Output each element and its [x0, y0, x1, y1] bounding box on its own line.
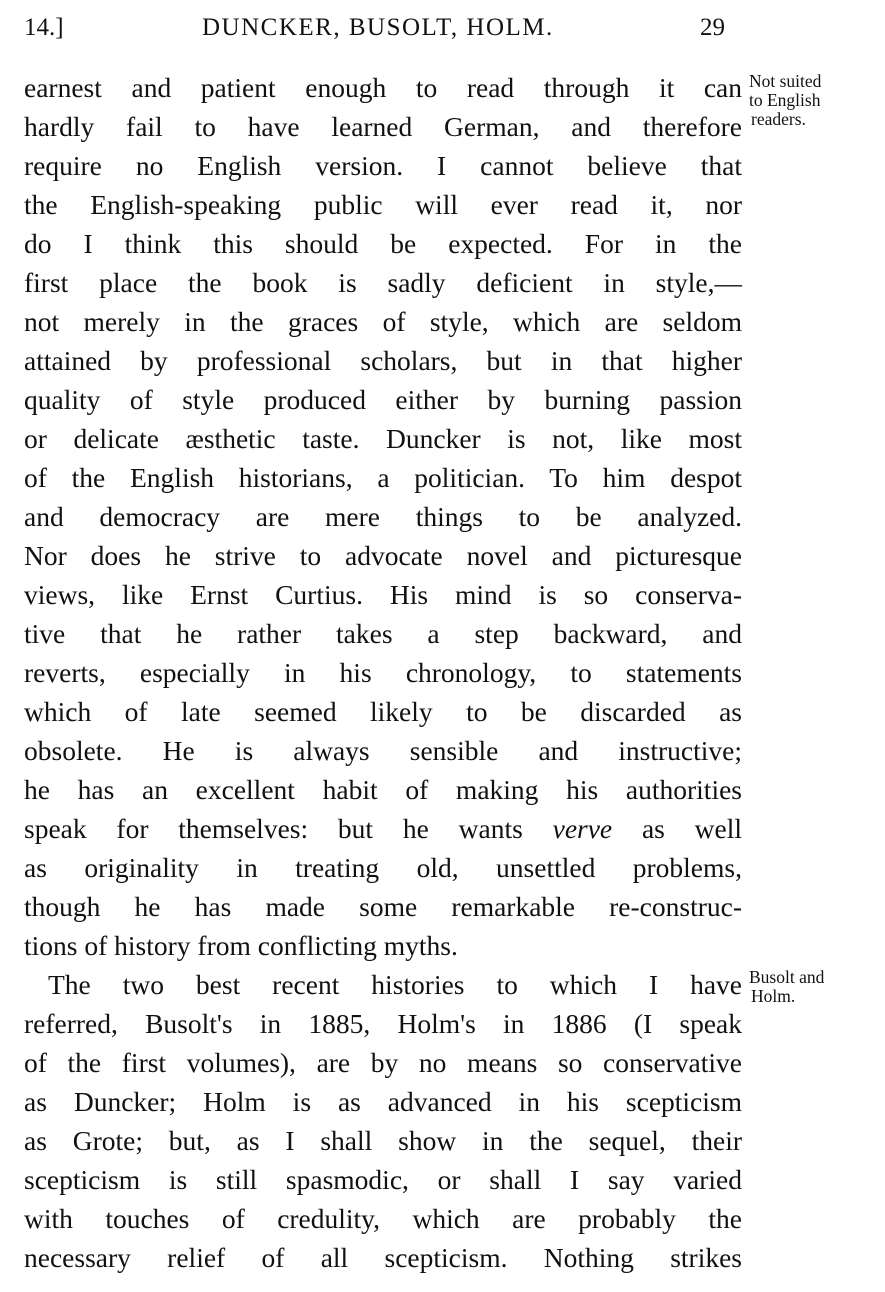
text-segment: as well	[641, 813, 743, 844]
text-line: of the English historians, a politician. To him despot	[24, 462, 742, 493]
text-line: necessary relief of all scepticism. Nothing strikes	[24, 1242, 742, 1273]
text-line: or delicate æsthetic taste. Duncker is not, like most	[24, 423, 742, 454]
text-line: hardly fail to have learned German, and therefore	[24, 111, 742, 142]
text-line: views, like Ernst Curtius. His mind is so conserva-	[24, 579, 742, 610]
running-header	[0, 14, 885, 48]
body-text	[24, 68, 742, 1277]
text-line: though he has made some remarkable re-construc-	[24, 891, 742, 922]
text-line: scepticism is still spasmodic, or shall I say varied	[24, 1164, 742, 1195]
text-segment: speak for themselves: but he wants	[24, 813, 523, 844]
section-marker: 14.]	[24, 14, 64, 41]
text-line: tive that he rather takes a step backward, and	[24, 618, 742, 649]
marginal-note-line: to English	[749, 90, 821, 110]
text-line: not merely in the graces of style, which are seldom	[24, 306, 742, 337]
marginal-note-busolt-holm	[749, 968, 879, 1006]
paragraph-duncker	[24, 68, 742, 965]
text-line: reverts, especially in his chronology, to statements	[24, 657, 742, 688]
marginal-note-line: Holm.	[751, 986, 796, 1006]
text-line: of the first volumes), are by no means so conservative	[24, 1047, 742, 1078]
text-line: with touches of credulity, which are probably the	[24, 1203, 742, 1234]
text-line: he has an excellent habit of making his authorities	[24, 774, 742, 805]
text-line: as originality in treating old, unsettled problems,	[24, 852, 742, 883]
page-number: 29	[700, 14, 725, 41]
text-line: obsolete. He is always sensible and instructive;	[24, 735, 742, 766]
marginal-note-line: Busolt and	[749, 967, 825, 987]
marginal-note-not-suited	[749, 72, 879, 129]
text-line: as Duncker; Holm is as advanced in his scepticism	[24, 1086, 742, 1117]
text-line: tions of history from conflicting myths.	[24, 930, 458, 961]
text-line: do I think this should be expected. For in the	[24, 228, 742, 259]
text-line: require no English version. I cannot believe that	[24, 150, 742, 181]
text-line-with-italic	[24, 809, 742, 848]
text-line: and democracy are mere things to be analyzed.	[24, 501, 742, 532]
text-line: quality of style produced either by burning passion	[24, 384, 742, 415]
paragraph-busolt-holm	[24, 965, 742, 1277]
italic-word: verve	[552, 813, 613, 844]
running-title: DUNCKER, BUSOLT, HOLM.	[202, 14, 554, 41]
text-line: earnest and patient enough to read through it can	[24, 72, 742, 103]
text-line: attained by professional scholars, but in that higher	[24, 345, 742, 376]
text-line: referred, Busolt's in 1885, Holm's in 1886 (I speak	[24, 1008, 742, 1039]
marginal-note-line: readers.	[751, 109, 806, 129]
text-line: Nor does he strive to advocate novel and picturesque	[24, 540, 742, 571]
text-line: the English-speaking public will ever read it, nor	[24, 189, 742, 220]
text-line: first place the book is sadly deficient in style,—	[24, 267, 742, 298]
text-line: which of late seemed likely to be discarded as	[24, 696, 742, 727]
text-line: as Grote; but, as I shall show in the sequel, their	[24, 1125, 742, 1156]
text-line: The two best recent histories to which I have	[48, 969, 742, 1000]
marginal-note-line: Not suited	[749, 71, 822, 91]
